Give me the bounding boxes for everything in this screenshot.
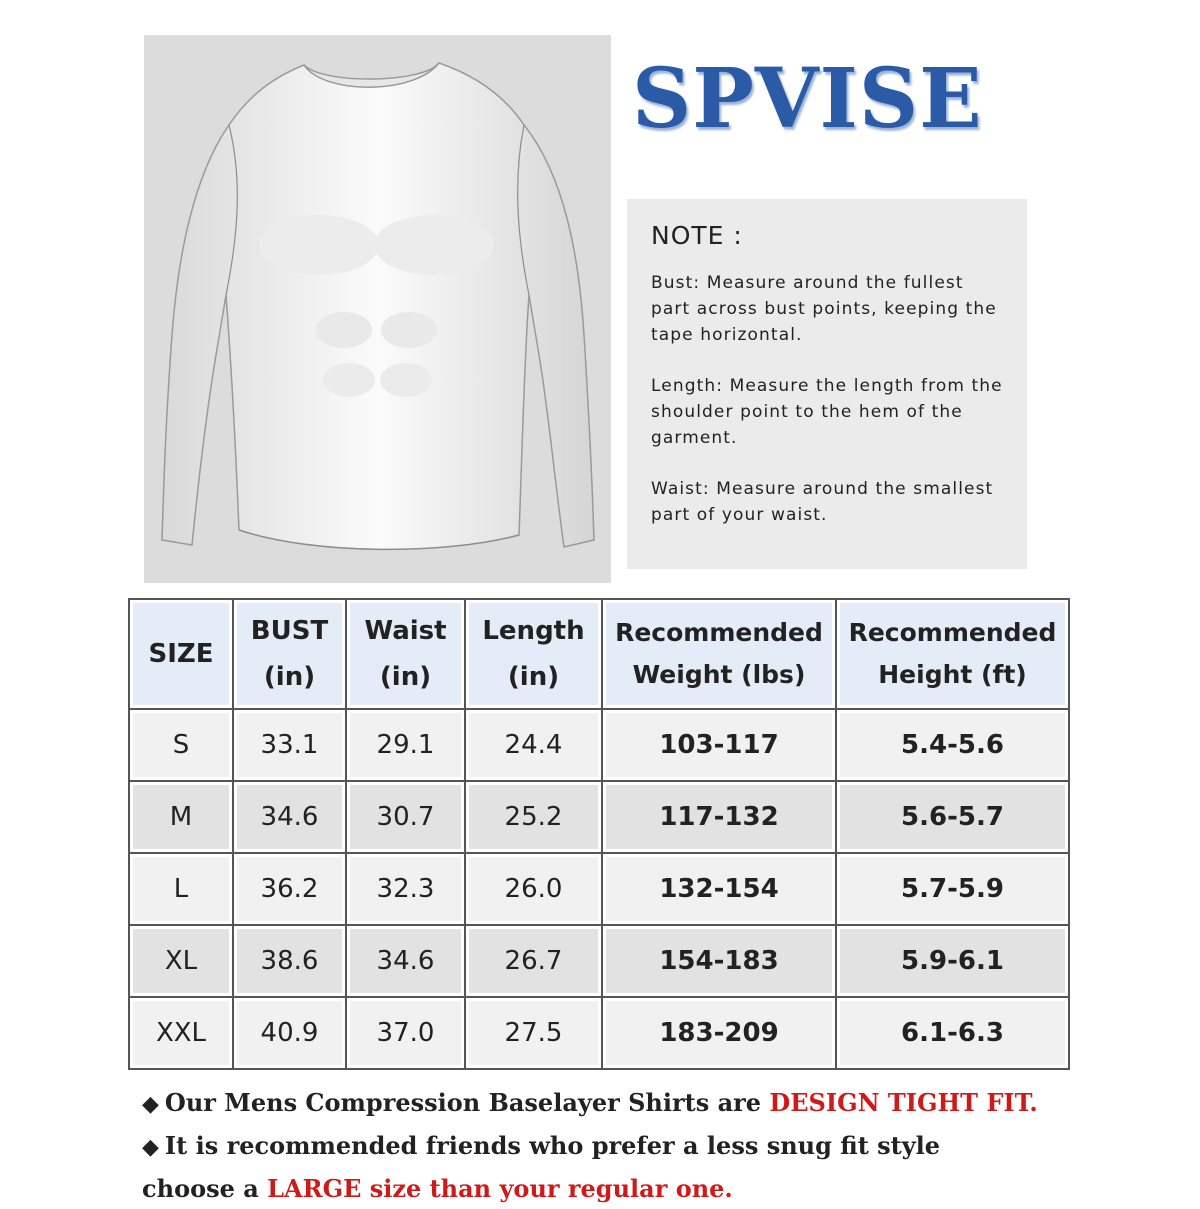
cell-waist: 30.7 [346, 781, 465, 853]
cell-size: L [129, 853, 233, 925]
header-weight: Recommended Weight (lbs) [602, 599, 836, 709]
table-row [129, 925, 1069, 997]
cell-size: M [129, 781, 233, 853]
cell-bust: 34.6 [233, 781, 346, 853]
fit-note-2: ◆ It is recommended friends who prefer a less snug fit style [142, 1131, 941, 1160]
header-bust: BUST (in) [233, 599, 346, 709]
header-waist: Waist (in) [346, 599, 465, 709]
cell-length: 24.4 [465, 709, 602, 781]
cell-height: 5.4-5.6 [836, 709, 1069, 781]
cell-waist: 34.6 [346, 925, 465, 997]
cell-bust: 38.6 [233, 925, 346, 997]
table-row [129, 853, 1069, 925]
header-length: Length (in) [465, 599, 602, 709]
note-title: NOTE : [651, 221, 743, 250]
cell-height: 6.1-6.3 [836, 997, 1069, 1069]
cell-weight: 117-132 [602, 781, 836, 853]
header-size: SIZE [129, 599, 233, 709]
cell-length: 25.2 [465, 781, 602, 853]
product-photo [144, 35, 611, 583]
cell-waist: 37.0 [346, 997, 465, 1069]
large-size-highlight: LARGE size than your regular one. [267, 1174, 733, 1203]
cell-size: XL [129, 925, 233, 997]
diamond-bullet-icon: ◆ [142, 1091, 159, 1117]
fit-note-3: choose a LARGE size than your regular one. [142, 1174, 733, 1203]
cell-length: 26.0 [465, 853, 602, 925]
cell-size: S [129, 709, 233, 781]
size-chart-table [128, 598, 1070, 1070]
cell-height: 5.9-6.1 [836, 925, 1069, 997]
cell-waist: 32.3 [346, 853, 465, 925]
measurement-note [627, 199, 1027, 569]
fit-notes [142, 1082, 1142, 1209]
cell-waist: 29.1 [346, 709, 465, 781]
cell-length: 27.5 [465, 997, 602, 1069]
note-waist: Waist: Measure around the smallest part of your waist. [651, 479, 994, 525]
diamond-bullet-icon: ◆ [142, 1134, 159, 1160]
table-row [129, 709, 1069, 781]
brand-logo: SPVISE [632, 51, 983, 147]
note-bust: Bust: Measure around the fullest part across bust points, keeping the tape horizontal. [651, 273, 997, 345]
cell-weight: 183-209 [602, 997, 836, 1069]
table-row [129, 781, 1069, 853]
cell-height: 5.7-5.9 [836, 853, 1069, 925]
cell-weight: 132-154 [602, 853, 836, 925]
cell-bust: 33.1 [233, 709, 346, 781]
table-row [129, 997, 1069, 1069]
cell-height: 5.6-5.7 [836, 781, 1069, 853]
cell-bust: 40.9 [233, 997, 346, 1069]
cell-bust: 36.2 [233, 853, 346, 925]
cell-length: 26.7 [465, 925, 602, 997]
compression-shirt-icon [144, 35, 611, 583]
note-length: Length: Measure the length from the shoulder point to the hem of the garment. [651, 376, 1003, 448]
cell-weight: 154-183 [602, 925, 836, 997]
header-height: Recommended Height (ft) [836, 599, 1069, 709]
cell-size: XXL [129, 997, 233, 1069]
fit-note-1: ◆ Our Mens Compression Baselayer Shirts are DESIGN TIGHT FIT. [142, 1088, 1038, 1117]
cell-weight: 103-117 [602, 709, 836, 781]
table-header-row [129, 599, 1069, 709]
tight-fit-highlight: DESIGN TIGHT FIT. [769, 1088, 1038, 1117]
